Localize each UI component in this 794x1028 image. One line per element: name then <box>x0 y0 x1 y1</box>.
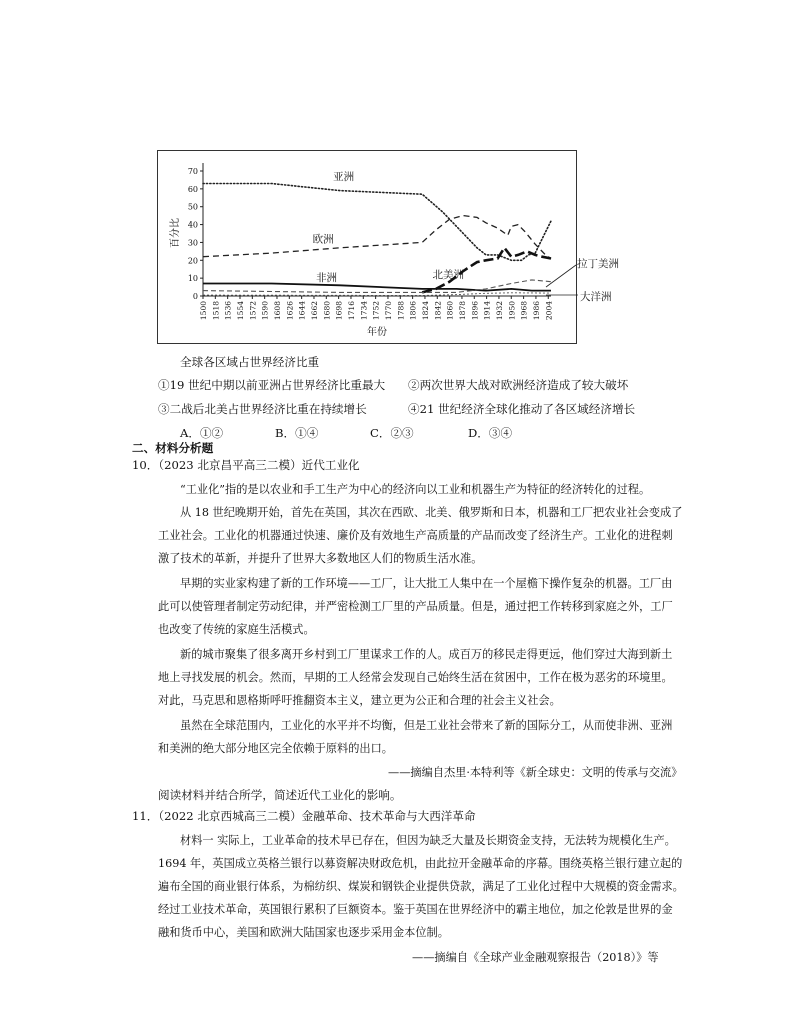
x-tick-label: 1500 <box>199 301 208 321</box>
leader-line-latin-america <box>546 265 576 287</box>
x-tick-label: 1608 <box>272 301 282 321</box>
x-tick-label: 1932 <box>494 301 504 321</box>
q10-para-4-line-1: 新的城市聚集了很多离开乡村到工厂里谋求工作的人。成百万的移民走得更远，他们穿过大海到新土 <box>180 648 673 661</box>
q10-para-5-line-2: 和美洲的绝大部分地区完全依赖于原料的出口。 <box>158 742 393 755</box>
x-tick-label: 1878 <box>457 301 467 321</box>
series-line-africa <box>203 284 551 291</box>
q11-line-4: 经过工业技术革命，英国银行累积了巨额资本。鉴于英国在世界经济中的霸主地位，加之伦敦是世界的金 <box>158 903 673 916</box>
x-tick-label: 1842 <box>433 301 443 321</box>
q10-para-2-line-2: 工业社会。工业化的机器通过快速、廉价及有效地生产高质量的产品而改变了经济生产。工业化的进程刺 <box>158 529 673 542</box>
x-tick-label: 1860 <box>445 301 455 321</box>
y-tick-label: 50 <box>187 202 198 212</box>
series-label-africa: 非洲 <box>316 271 338 284</box>
series-line-europe <box>203 216 551 259</box>
x-tick-label: 1968 <box>519 301 529 321</box>
q10-para-3-line-1: 早期的实业家构建了新的工作环境——工厂，让大批工人集中在一个屋檐下操作复杂的机器。工厂由 <box>180 577 673 590</box>
option-2: ②两次世界大战对欧洲经济造成了较大破坏 <box>408 378 629 392</box>
y-tick-label: 40 <box>187 220 198 230</box>
option-3: ③二战后北美占世界经济比重在持续增长 <box>158 402 367 416</box>
q11-source: ——摘编自《全球产业金融观察报告（2018）》等 <box>412 951 659 964</box>
q10-para-1-line-1: “工业化”指的是以农业和手工生产为中心的经济向以工业和机器生产为特征的经济转化的过程。 <box>180 483 651 496</box>
y-tick-label: 60 <box>187 184 198 194</box>
q11-line-2: 1694 年，英国成立英格兰银行以募资解决财政危机，由此拉开金融革命的序幕。围绕英格兰银行建立起的 <box>158 857 683 870</box>
x-tick-label: 1554 <box>235 301 245 321</box>
answer-c[interactable]: C．②③ <box>370 426 414 440</box>
q11-title: 11．（2022 北京西城高三二模）金融革命、技术革命与大西洋革命 <box>132 809 476 823</box>
q10-title: 10．（2023 北京昌平高三二模）近代工业化 <box>132 458 360 472</box>
series-label-europe: 欧洲 <box>312 233 334 246</box>
q10-para-4-line-3: 对此，马克思和恩格斯呼吁推翻资本主义，建立更为公正和合理的社会主义社会。 <box>158 694 561 707</box>
x-axis-label: 年份 <box>367 327 387 338</box>
q10-para-4-line-2: 地上寻找发展的机会。然而，早期的工人经常会发现自己始终生活在贫困中，工作在极为恶劣的环境里。 <box>158 671 673 684</box>
x-tick-label: 1536 <box>223 301 233 321</box>
x-tick-label: 1734 <box>359 301 369 321</box>
x-tick-label: 1806 <box>408 301 418 321</box>
q10-para-3-line-3: 也改变了传统的家庭生活模式。 <box>158 623 315 636</box>
q10-para-5-line-1: 虽然在全球范围内，工业化的水平并不均衡，但是工业社会带来了新的国际分工，从而使非洲、亚洲 <box>180 719 673 732</box>
legend-label-latin-america: 拉丁美洲 <box>577 258 619 270</box>
x-tick-label: 1950 <box>507 301 517 321</box>
q10-para-3-line-2: 此可以使管理者制定劳动纪律，并严密检测工厂里的产品质量。但是，通过把工作转移到家庭之外，工厂 <box>158 600 673 613</box>
answer-b[interactable]: B．①④ <box>275 426 319 440</box>
series-label-north-america: 北美洲 <box>432 269 464 282</box>
x-tick-label: 1662 <box>309 301 319 321</box>
x-tick-label: 2004 <box>544 301 554 321</box>
answer-d[interactable]: D．③④ <box>468 426 513 440</box>
q10-source: ——摘编自杰里·本特利等《新全球史：文明的传承与交流》 <box>388 766 683 779</box>
y-tick-label: 70 <box>187 167 198 176</box>
chart-caption: 全球各区域占世界经济比重 <box>180 355 320 369</box>
q10-para-2-line-3: 激了技术的革新，并提升了世界大多数地区人们的物质生活水准。 <box>158 552 483 565</box>
x-tick-label: 1716 <box>346 301 356 321</box>
q11-line-3: 遍布全国的商业银行体系，为棉纺织、煤炭和钢铁企业提供贷款，满足了工业化过程中大规模的资金需求。 <box>158 880 684 893</box>
x-tick-label: 1788 <box>396 301 406 321</box>
x-tick-label: 1896 <box>470 301 480 321</box>
x-tick-label: 1590 <box>260 301 270 321</box>
y-tick-label: 0 <box>192 292 198 301</box>
x-tick-label: 1644 <box>297 301 307 321</box>
x-tick-label: 1752 <box>371 301 381 321</box>
q10-question: 阅读材料并结合所学，简述近代工业化的影响。 <box>158 788 402 802</box>
section-heading: 二、材料分析题 <box>132 441 214 455</box>
x-tick-label: 1698 <box>334 301 344 321</box>
x-tick-label: 1572 <box>248 301 258 321</box>
series-line-asia <box>203 184 551 261</box>
y-axis-label: 百分比 <box>170 218 181 248</box>
x-tick-label: 1986 <box>531 301 541 321</box>
legend-label-oceania: 大洋洲 <box>580 291 612 303</box>
y-tick-label: 10 <box>187 274 198 284</box>
q11-line-1: 材料一 实际上，工业革命的技术早已存在，但因为缺乏大量及长期资金支持，无法转为规模化生产。 <box>180 834 676 847</box>
y-tick-label: 20 <box>187 256 198 266</box>
x-tick-label: 1824 <box>420 301 430 321</box>
q10-para-2-line-1: 从 18 世纪晚期开始，首先在英国，其次在西欧、北美、俄罗斯和日本，机器和工厂把农业社会变成了 <box>180 506 683 519</box>
answer-a[interactable]: A．①② <box>180 426 224 440</box>
series-label-asia: 亚洲 <box>333 170 355 183</box>
x-tick-label: 1518 <box>211 301 221 321</box>
q11-line-5: 融和货币中心，美国和欧洲大陆国家也逐步采用金本位制。 <box>158 926 449 939</box>
x-tick-label: 1914 <box>482 301 492 321</box>
economy-share-chart <box>158 151 576 343</box>
x-tick-label: 1626 <box>285 301 295 321</box>
series-line-oceania <box>203 293 551 296</box>
option-1: ①19 世纪中期以前亚洲占世界经济比重最大 <box>158 378 386 392</box>
y-tick-label: 30 <box>187 238 198 248</box>
option-4: ④21 世纪经济全球化推动了各区域经济增长 <box>408 402 636 416</box>
chart-frame <box>157 150 577 344</box>
x-tick-label: 1770 <box>383 301 393 321</box>
legend-leader-lines <box>540 250 620 310</box>
x-tick-label: 1680 <box>322 301 332 321</box>
